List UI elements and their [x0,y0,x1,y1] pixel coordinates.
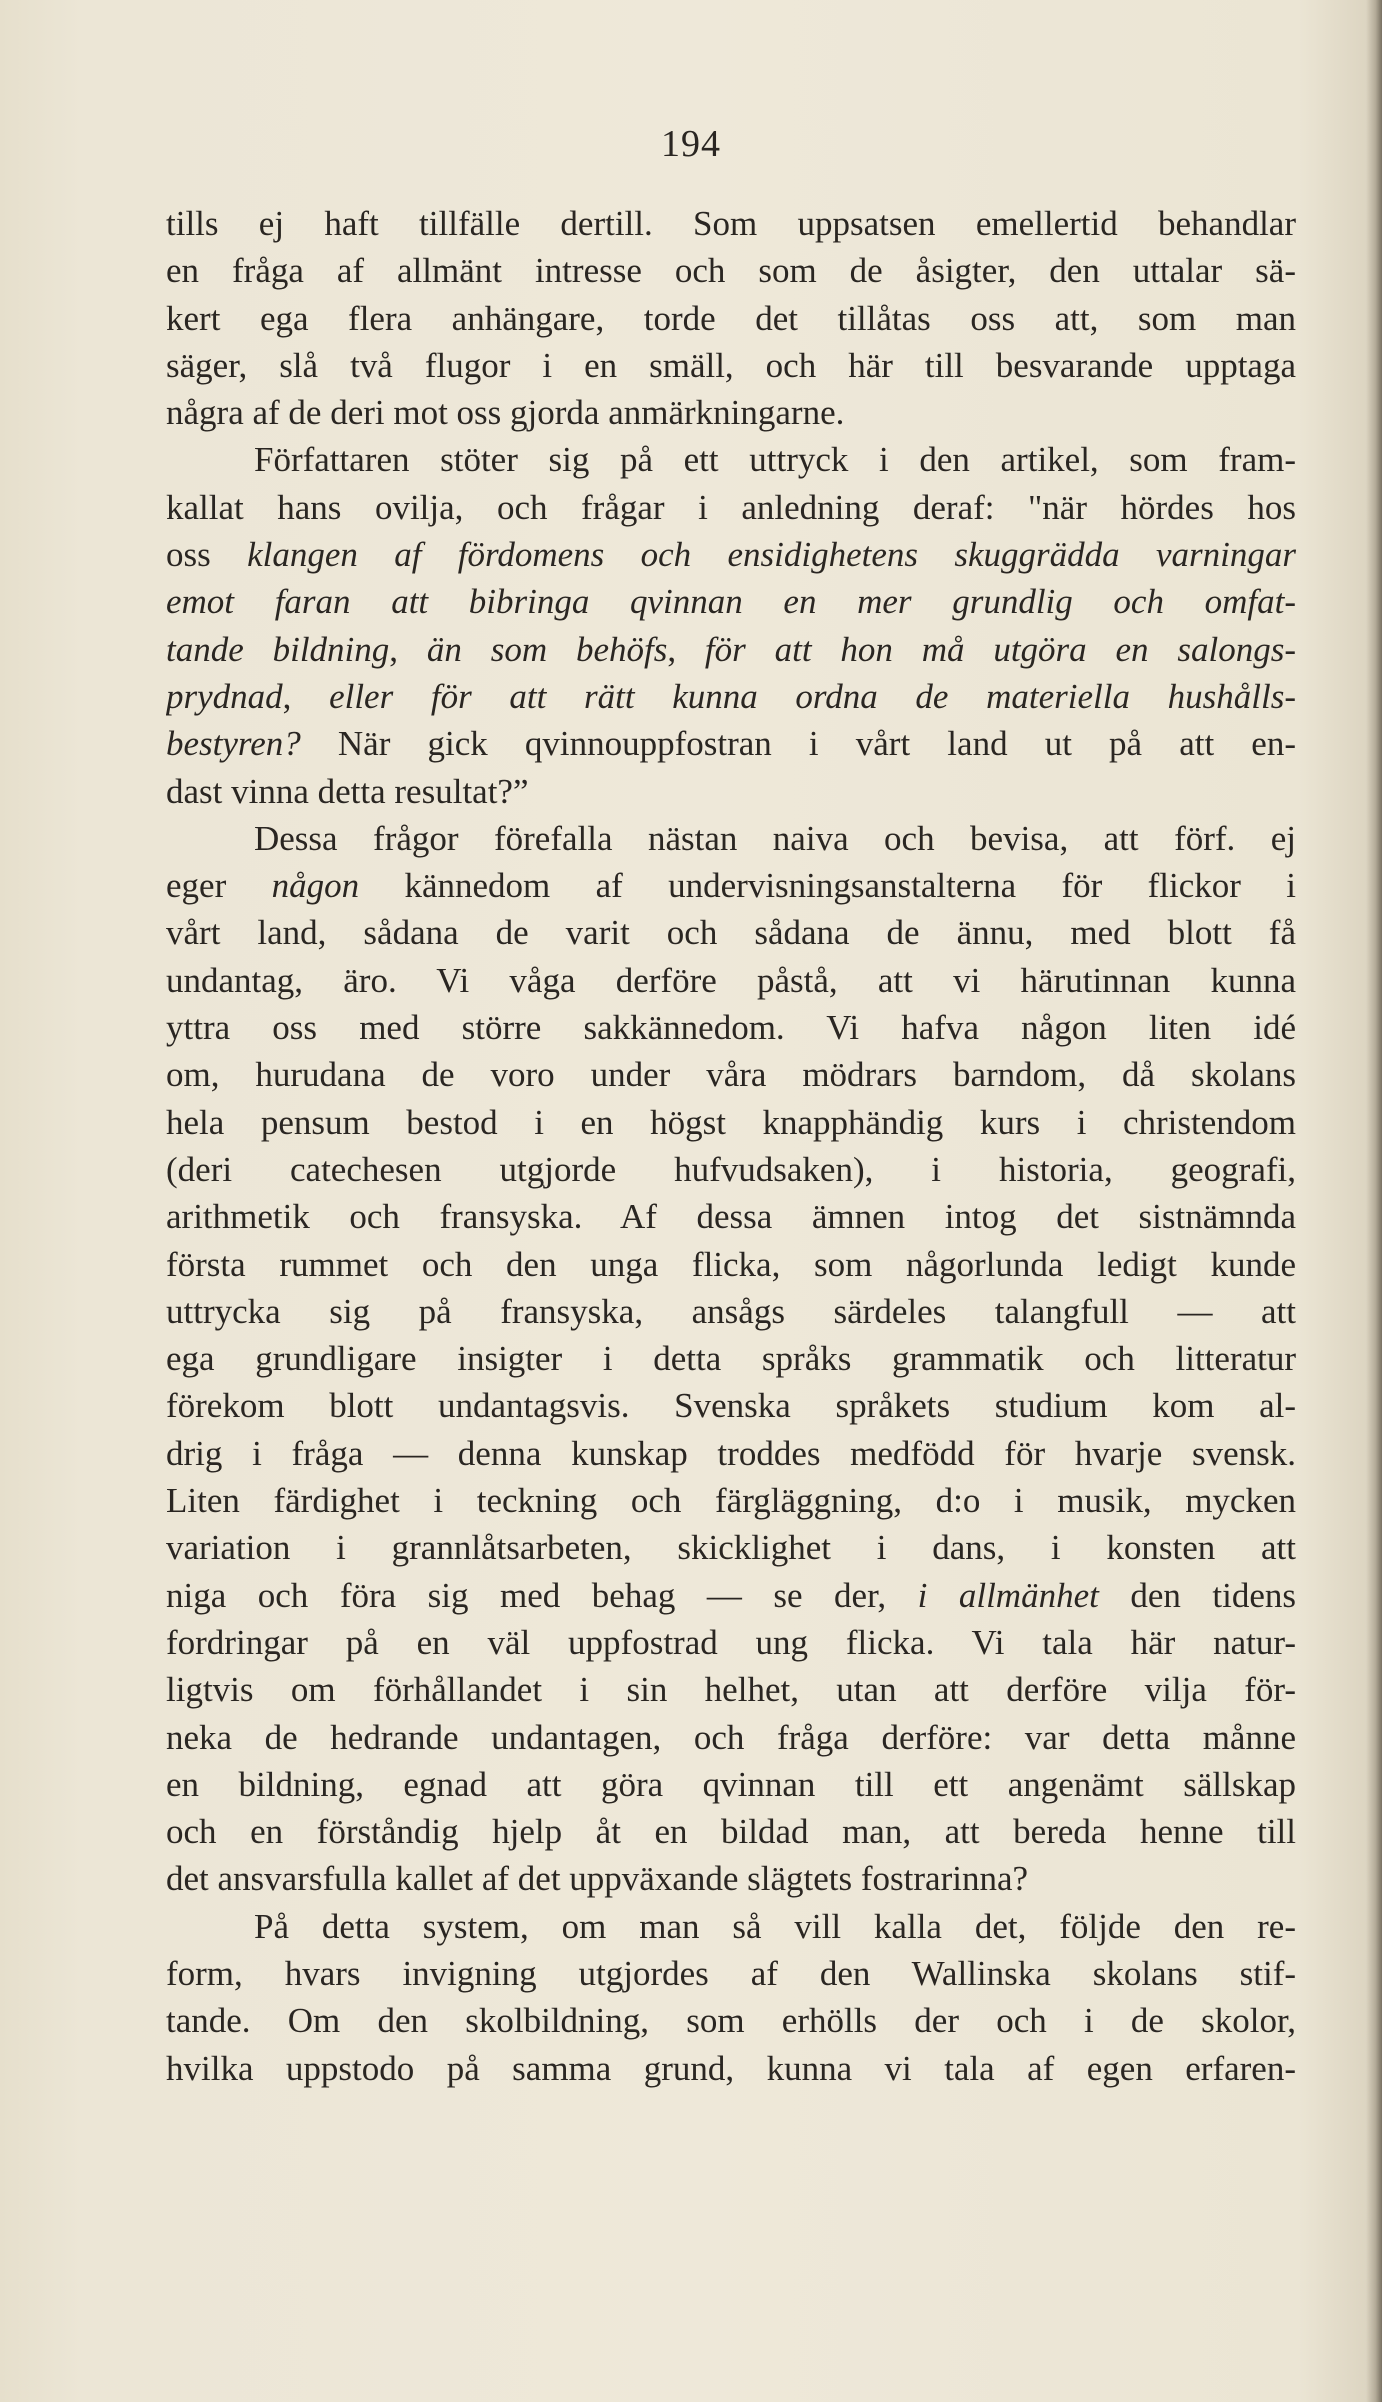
text-line [166,1761,1296,1808]
text-run: neka de hedrande undantagen, och fråga derföre: var detta månne [166,1717,1296,1757]
italic-text: bestyren? [166,724,301,764]
text-line [166,2045,1296,2092]
italic-text: någon [271,866,360,906]
text-line [166,909,1296,956]
text-run: det ansvarsfulla kallet af det uppväxande slägtets fostrarinna? [166,1859,1029,1899]
italic-text: klangen af fördomens och ensidighetens skuggrädda varningar [247,535,1296,575]
text-line [166,1855,1296,1902]
italic-text: än som behöfs [426,629,668,669]
text-line [166,1950,1296,1997]
text-line [166,815,1296,862]
text-run: och en förståndig hjelp åt en bildad man, att bereda henne till [166,1812,1296,1852]
text-run: en fråga af allmänt intresse och som de åsigter, den uttalar sä- [166,251,1296,291]
text-line [166,1572,1296,1619]
text-line [166,1619,1296,1666]
text-line [166,768,1296,815]
text-run: drig i fråga — denna kunskap troddes medfödd för hvarje svensk. [166,1433,1296,1473]
body-text [166,200,1296,2092]
text-line [166,484,1296,531]
italic-text: för att hon må utgöra en salongs- [704,629,1296,669]
text-run: variation i grannlåtsarbeten, skicklighet i dans, i konsten att [166,1528,1296,1568]
italic-text: i allmänhet [917,1575,1099,1615]
italic-text: tande bildning [166,629,390,669]
italic-text: eller för att rätt kunna ordna de materiella hushålls- [329,676,1296,716]
text-line [166,1808,1296,1855]
text-run: dast vinna detta resultat?” [166,771,529,811]
text-line [166,1524,1296,1571]
text-run: kännedom af undervisningsanstalterna för flickor i [359,866,1296,906]
text-run: den tidens [1098,1575,1296,1615]
page-edge-shadow [1366,0,1382,2402]
text-line [166,1430,1296,1477]
text-line [166,342,1296,389]
text-run: ega grundligare insigter i detta språks grammatik och litteratur [166,1339,1296,1379]
text-line [166,1335,1296,1382]
text-line [166,957,1296,1004]
text-run: kert ega flera anhängare, torde det tillåtas oss att, som man [166,298,1296,338]
text-run: Liten färdighet i teckning och färgläggning, d:o i musik, mycken [166,1481,1296,1521]
text-run: undantag, äro. Vi våga derföre påstå, att vi härutinnan kunna [166,960,1296,1000]
text-line [166,1714,1296,1761]
text-run: hvilka uppstodo på samma grund, kunna vi tala af egen erfaren- [166,2048,1296,2088]
text-line [166,626,1296,673]
text-run: , [667,629,705,669]
text-line [166,1099,1296,1146]
text-run: tills ej haft tillfälle dertill. Som uppsatsen emellertid behandlar [166,204,1296,243]
text-run: arithmetik och fransyska. Af dessa ämnen intog det sistnämnda [166,1197,1296,1237]
text-run: kallat hans ovilja, och frågar i anledning deraf: "när hördes hos [166,487,1296,527]
text-line [166,1051,1296,1098]
text-run: uttrycka sig på fransyska, ansågs särdeles talangfull — att [166,1291,1296,1331]
text-line [166,389,1296,436]
text-run: form, hvars invigning utgjordes af den Wallinska skolans stif- [166,1953,1296,1993]
text-line [166,247,1296,294]
text-line [166,720,1296,767]
text-run: eger [166,866,272,906]
text-run: säger, slå två flugor i en smäll, och här till besvarande upptaga [166,345,1296,385]
text-run: oss [166,535,248,575]
text-line [166,531,1296,578]
text-run: ligtvis om förhållandet i sin helhet, utan att derföre vilja för- [166,1670,1296,1710]
text-line [166,578,1296,625]
text-run: yttra oss med större sakkännedom. Vi hafva någon liten idé [166,1008,1296,1048]
text-run: fordringar på en väl uppfostrad ung flicka. Vi tala här natur- [166,1622,1296,1662]
text-run: första rummet och den unga flicka, som någorlunda ledigt kunde [166,1244,1296,1284]
text-run: , [282,676,330,716]
text-line [166,200,1296,247]
text-line [166,1382,1296,1429]
text-line [166,1666,1296,1713]
page-number: 194 [661,123,721,165]
italic-text: emot faran att bibringa qvinnan en mer grundlig och omfat- [166,582,1296,622]
text-line [166,1903,1296,1950]
text-line [166,1146,1296,1193]
text-run: en bildning, egnad att göra qvinnan till ett angenämt sällskap [166,1764,1296,1804]
text-run: , [389,629,427,669]
text-line [166,1241,1296,1288]
text-run: hela pensum bestod i en högst knapphändig kurs i christendom [166,1102,1296,1142]
text-run: vårt land, sådana de varit och sådana de ännu, med blott få [166,913,1296,953]
text-run: På detta system, om man så vill kalla det, följde den re- [254,1906,1296,1946]
text-run: Dessa frågor förefalla nästan naiva och bevisa, att förf. ej [254,818,1296,858]
text-line [166,295,1296,342]
text-run: förekom blott undantagsvis. Svenska språkets studium kom al- [166,1386,1296,1426]
text-run: niga och föra sig med behag — se der, [166,1575,918,1615]
text-run: Författaren stöter sig på ett uttryck i den artikel, som fram- [254,440,1296,480]
text-run: (deri catechesen utgjorde hufvudsaken), i historia, geografi, [166,1149,1296,1189]
text-line [166,673,1296,720]
text-line [166,1997,1296,2044]
text-line [166,436,1296,483]
text-run: om, hurudana de voro under våra mödrars barndom, då skolans [166,1055,1296,1095]
text-line [166,862,1296,909]
text-line [166,1288,1296,1335]
italic-text: prydnad [166,676,283,716]
text-run: tande. Om den skolbildning, som erhölls der och i de skolor, [166,2001,1296,2041]
text-run: några af de deri mot oss gjorda anmärkningarne. [166,393,845,433]
text-run: När gick qvinnouppfostran i vårt land ut på att en- [300,724,1296,764]
text-line [166,1193,1296,1240]
text-line [166,1004,1296,1051]
text-line [166,1477,1296,1524]
